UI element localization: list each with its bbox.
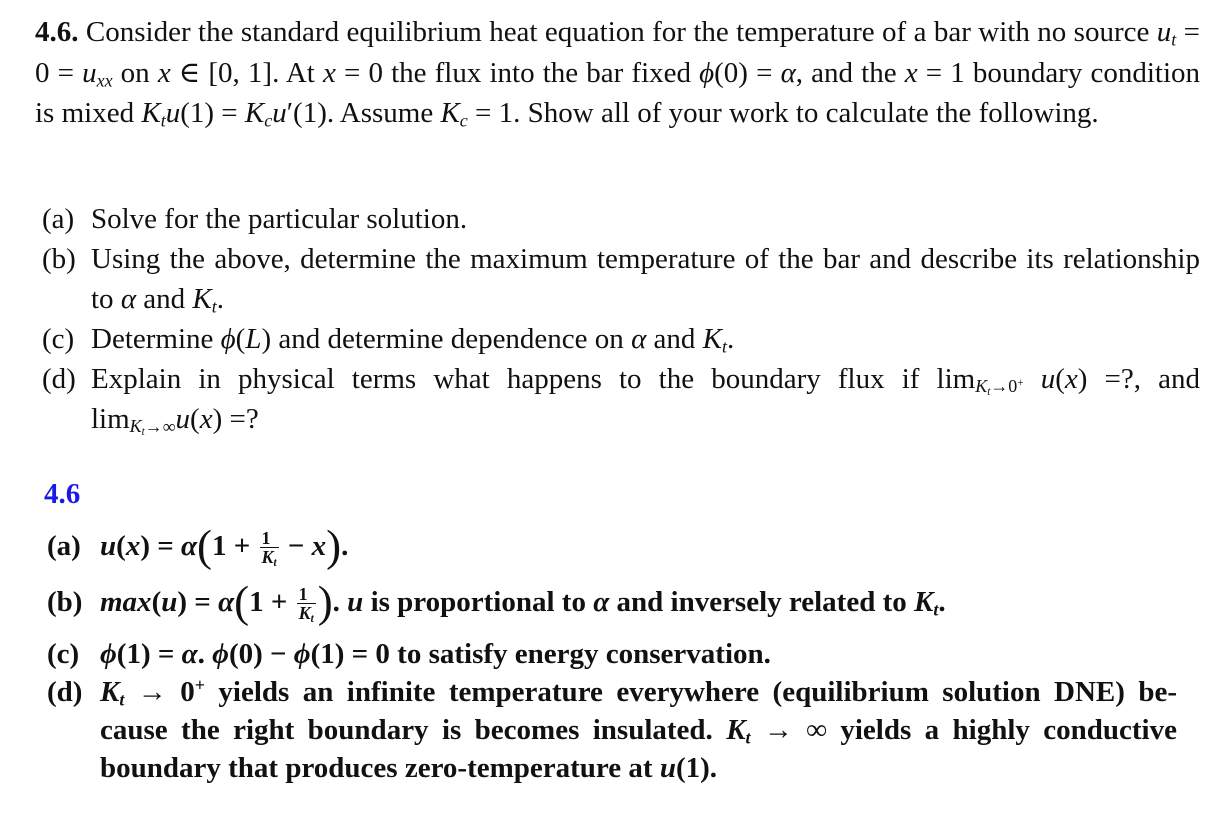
part-label: (d)	[42, 363, 76, 395]
answer-heading: 4.6	[44, 478, 81, 510]
answer-d: (d) $K_t \to 0^+$ yields an infinite temperature everywhere (equilibrium solution DNE) be- cause the right boundary is becomes insulated. $K_t$ → ∞ yields a highly conductive boundary that produces zero-temperature at u(1).	[47, 673, 1177, 787]
answer-label: (c)	[47, 638, 80, 670]
answer-label: (d)	[47, 676, 83, 708]
question-parts	[42, 199, 1200, 439]
part-d: (d) Explain in physical terms what happens to the boundary flux if $\lim_{K_t\to 0^+} u(x)$ =?, and $\lim_{K_t\to\infty}u(x)$ =?	[42, 359, 1200, 439]
part-b: (b) Using the above, determine the maximum temperature of the bar and describe its relationship to α and $K_t$.	[42, 239, 1200, 319]
fraction: $\frac{1}{K_t}$	[298, 584, 314, 625]
fraction: $\frac{1}{K_t}$	[261, 528, 277, 569]
problem-number: 4.6.	[35, 16, 79, 48]
answer-label: (a)	[47, 530, 81, 562]
part-label: (b)	[42, 243, 76, 275]
answer-b: (b) max(u) = α(1 + $\frac{1}{K_t}$ ). u is proportional to α and inversely related to $K_t$.	[47, 576, 946, 627]
answer-label: (b)	[47, 586, 83, 618]
part-c: (c) Determine ϕ(L) and determine dependence on α and $K_t$.	[42, 319, 1200, 359]
answer-c: (c) ϕ(1) = α. ϕ(0) − ϕ(1) = 0 to satisfy energy conservation.	[47, 635, 1177, 673]
answer-a: (a) u(x) = α(1 + $\frac{1}{K_t}$ − x).	[47, 520, 349, 571]
problem-statement: 4.6. Consider the standard equilibrium heat equation for the temperature of a bar with no source $u_t = 0 = u_{xx}$ on x ∈ [0, 1]. At x = 0 the flux into the bar fixed ϕ(0) = α, and the x = 1 boundary condition is mixed $K_tu(1) = K_cu'(1)$. Assume $K_c = 1$. Show all of your work to calculate the following.	[35, 16, 1201, 131]
answers	[47, 520, 1178, 787]
part-label: (a)	[42, 203, 75, 235]
part-a	[42, 199, 1200, 239]
part-label: (c)	[42, 323, 75, 355]
part-text: Solve for the particular solution.	[91, 203, 468, 235]
